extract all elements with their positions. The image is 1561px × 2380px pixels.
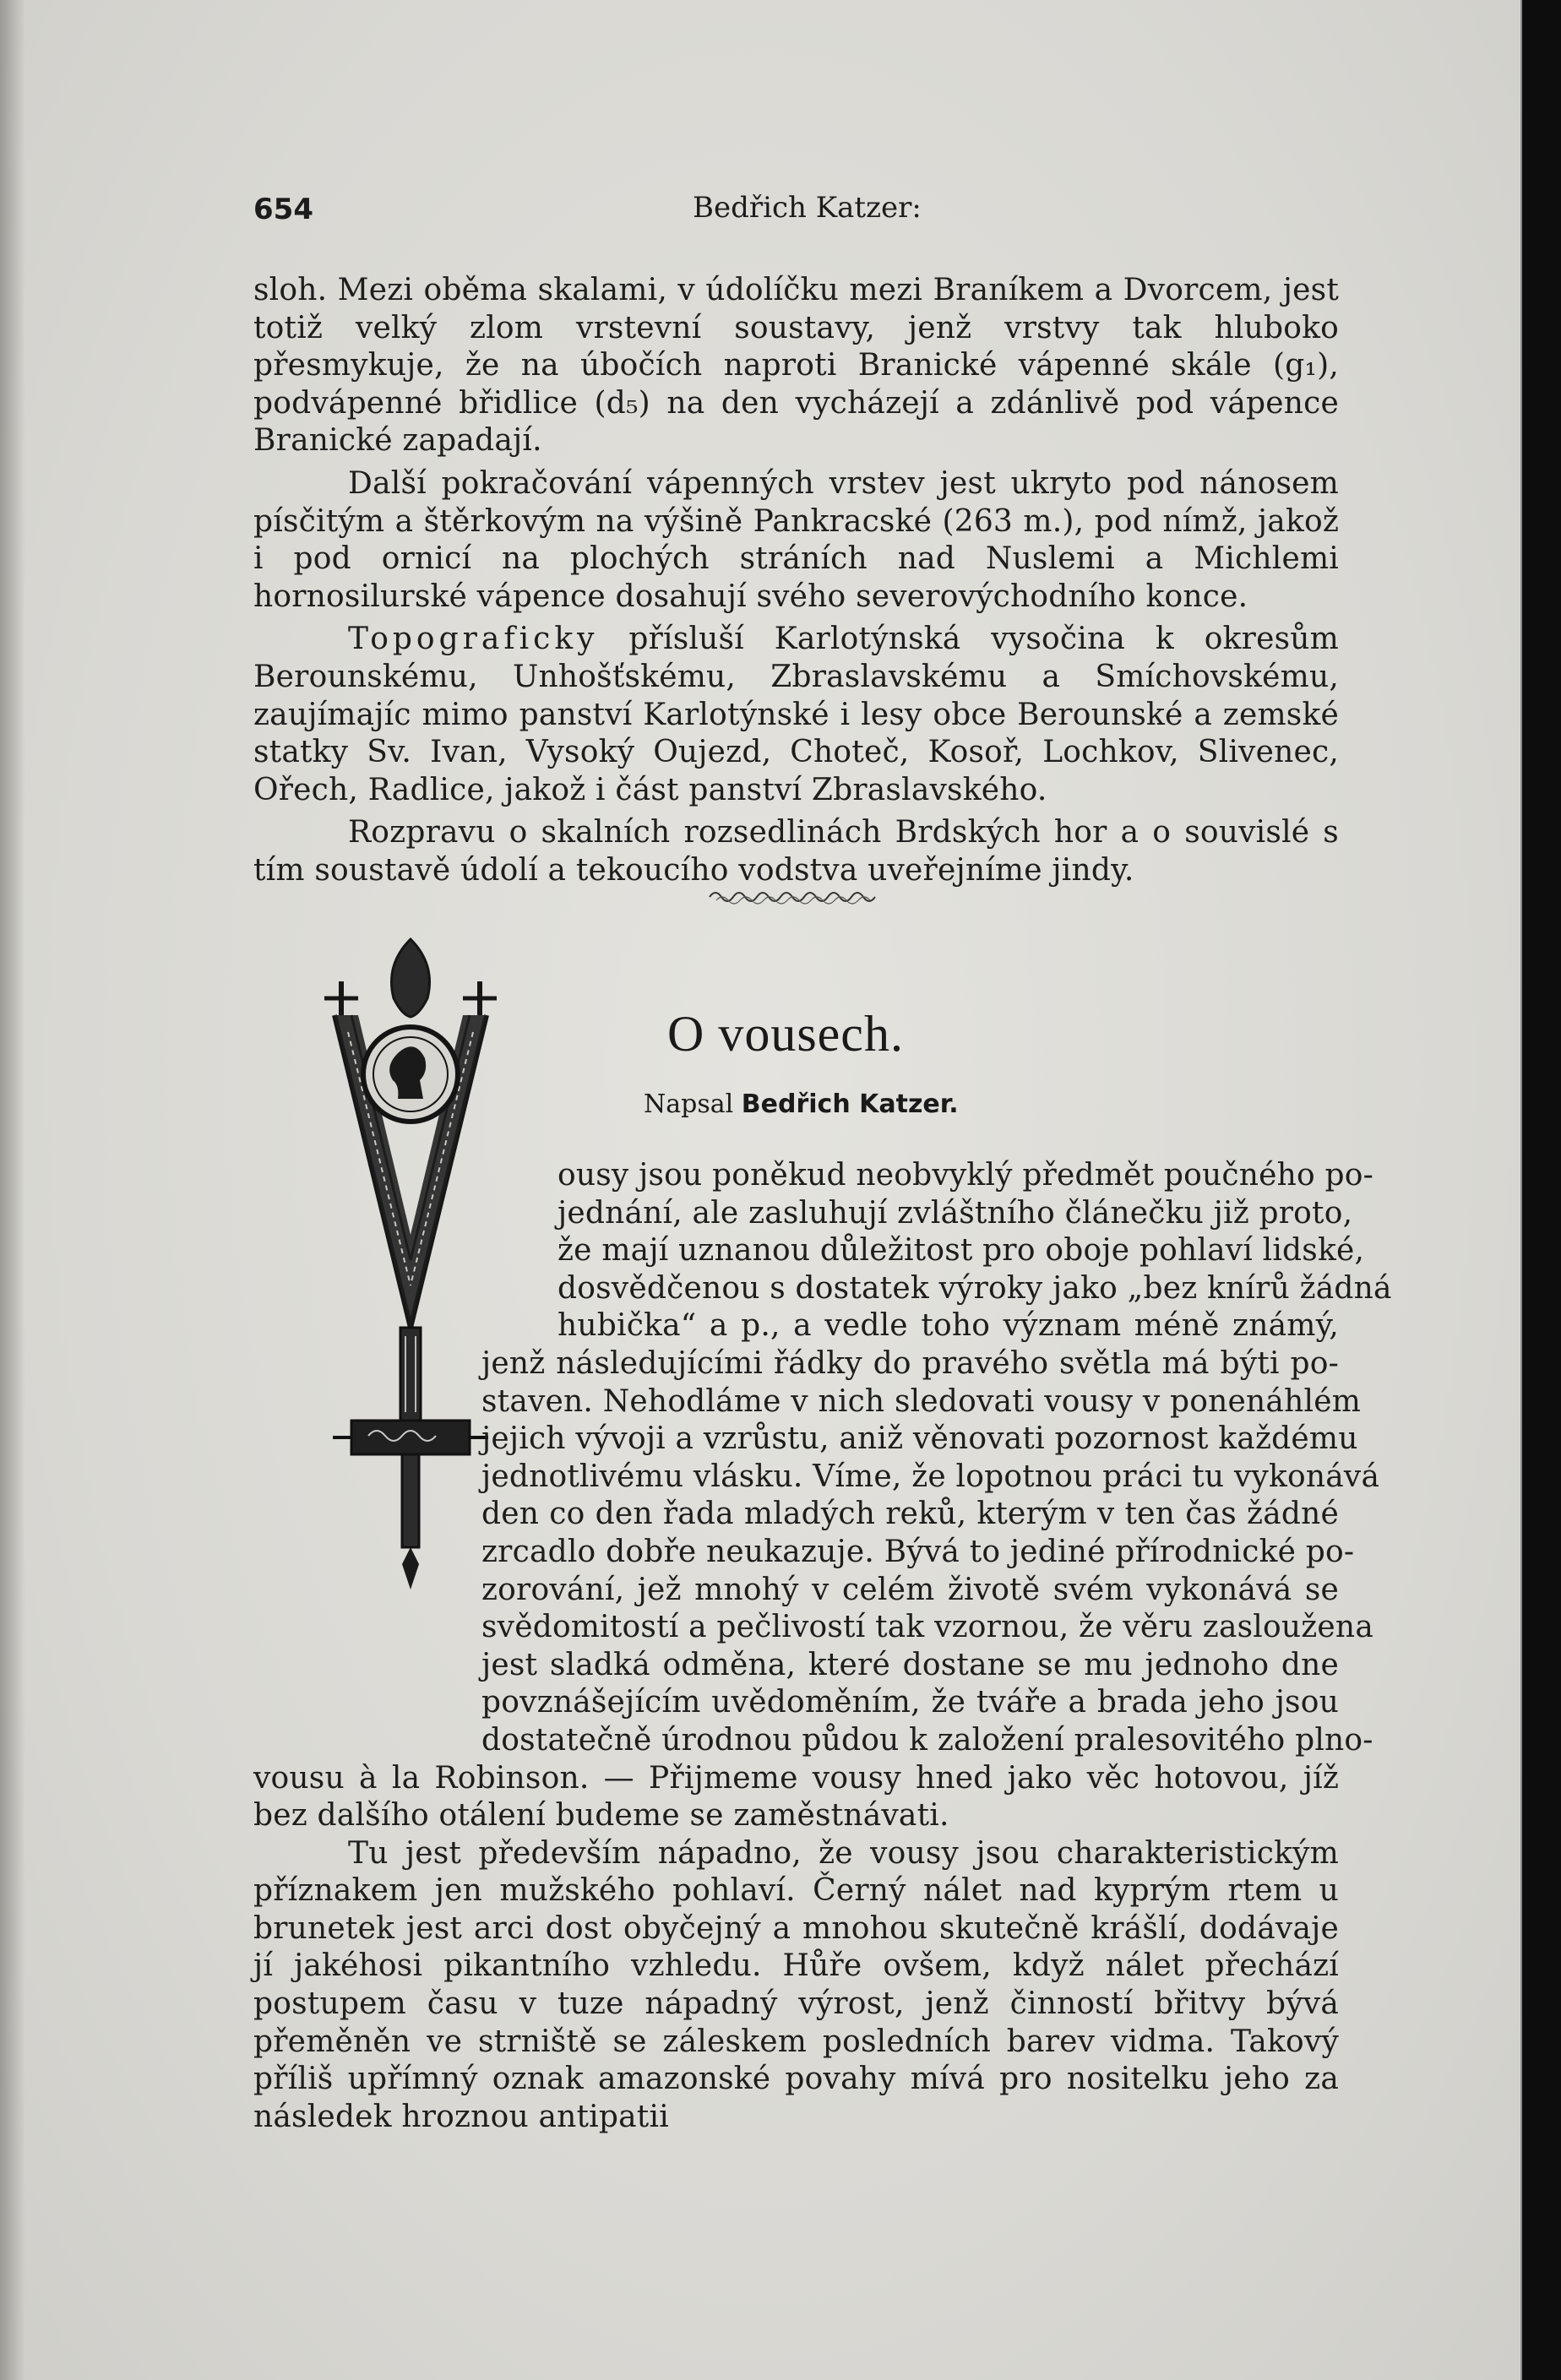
article-line: jejich vývoji a vzrůstu, aniž věnovati pozornost každému xyxy=(481,1421,1358,1457)
paragraph-topograficky xyxy=(253,621,1339,809)
article-title: O vousech. xyxy=(667,1006,904,1062)
article-line: jenž následujícími řádky do pravého světla má býti po- xyxy=(481,1345,1339,1381)
article-line: dostatečně úrodnou půdou k založení pralesovitého plno- xyxy=(481,1722,1373,1758)
article-byline xyxy=(644,1089,959,1119)
article-line: jest sladká odměna, které dostane se mu jednoho dne xyxy=(481,1647,1339,1682)
paragraph-dalsi: Další pokračování vápenných vrstev jest ukryto pod nánosem písčitým a štěrkovým na výšině Pankracské (263 m.), pod nímž, jakož i pod ornicí na plochých stráních nad Nuslemi a Michlemi hornosilurské vápence dosahují svého severovýchodního konce. xyxy=(253,465,1339,614)
article-line: jednání, ale zasluhují zvláštního článečku již proto, xyxy=(558,1195,1353,1231)
paragraph-sloh: sloh. Mezi oběma skalami, v údolíčku mezi Braníkem a Dvorcem, jest totiž velký zlom vrstevní soustavy, jenž vrstvy tak hluboko přesmykuje, že na úbočích naproti Branické vápenné skále (g₁), podvápenné břidlice (d₅) na den vycházejí a zdánlivě pod vápence Branické zapadají. xyxy=(253,273,1339,459)
scan-dark-border xyxy=(1520,0,1561,2380)
running-title: Bedřich Katzer: xyxy=(693,191,922,225)
article-line: povznášejícím uvědoměním, že tváře a brada jeho jsou xyxy=(481,1685,1339,1720)
paragraph-tu-jest: Tu jest především nápadno, že vousy jsou charakteristickým příznakem jen mužského pohlaví. Černý nálet nad kyprým rtem u brunetek jest arci dost obyčejný a mnohou skutečně krášlí, dodávaje jí jakéhosi pikantního vzhledu. Hůře ovšem, když nálet přechází postupem času v tuze nápadný výrost, jenž činností břitvy bývá přeměněn ve strniště se záleskem posledních barev vidma. Takový příliš upřímný oznak amazonské povahy mívá pro nositelku jeho za následek hroznou antipatii xyxy=(253,1835,1339,2134)
article-line: zrcadlo dobře neukazuje. Bývá to jediné přírodnické po- xyxy=(481,1534,1355,1569)
article-line: svědomitostí a pečlivostí tak vzornou, že věru zaslouženа xyxy=(481,1610,1373,1645)
intro-text xyxy=(253,272,1339,890)
wavy-divider-ornament xyxy=(708,885,885,905)
article-line: staven. Nehodláme v nich sledovati vousy v ponenáhlém xyxy=(481,1383,1362,1419)
page-number: 654 xyxy=(253,193,313,226)
article-line: hubička“ a p., a vedle toho význam méně známý, xyxy=(558,1308,1339,1344)
page-header xyxy=(253,186,1339,236)
article-body xyxy=(253,1157,1392,2136)
article-line: den co den řada mladých reků, kterým v ten čas žádné xyxy=(481,1497,1339,1532)
article-line: vousu à la Robinson. — Přijmeme vousy hned jako věc hotovou, jíž xyxy=(253,1760,1339,1796)
page-gutter-shadow xyxy=(0,0,25,2380)
byline-prefix: Napsal xyxy=(644,1089,734,1119)
article-line: jednotlivému vlásku. Víme, že lopotnou práci tu vykonává xyxy=(481,1459,1380,1494)
paragraph-topograficky-text: přísluší Karlotýnská vysočina k okresům Berounskému, Unhošťskému, Zbraslavskému a Smíchovskému, zaujímajíc mimo panství Karlotýnské i lesy obce Berounské a zemské statky Sv. Ivan, Vysoký Oujezd, Choteč, Kosoř, Lochkov, Slivenec, Ořech, Radlice, jakož i část panství Zbraslavského. xyxy=(253,622,1339,807)
lead-word: Topograficky xyxy=(348,622,599,657)
article-line: dosvědčenou s dostatek výroky jako „bez knírů žádná xyxy=(558,1270,1392,1306)
article-line: že mají uznanou důležitost pro oboje pohlaví lidské, xyxy=(558,1233,1365,1269)
article-line: ousy jsou poněkud neobvyklý předmět poučného po- xyxy=(558,1158,1374,1193)
author-name: Bedřich Katzer. xyxy=(741,1089,959,1119)
article-line: zorování, jež mnohý v celém životě svém vykonává se xyxy=(481,1572,1339,1607)
article-line: bez dalšího otálení budeme se zaměstnávati. xyxy=(253,1798,949,1834)
paragraph-rozpravu: Rozpravu o skalních rozsedlinách Brdských hor a o souvislé s tím soustavě údolí a tekoucího vodstva uveřejníme jindy. xyxy=(253,815,1339,888)
